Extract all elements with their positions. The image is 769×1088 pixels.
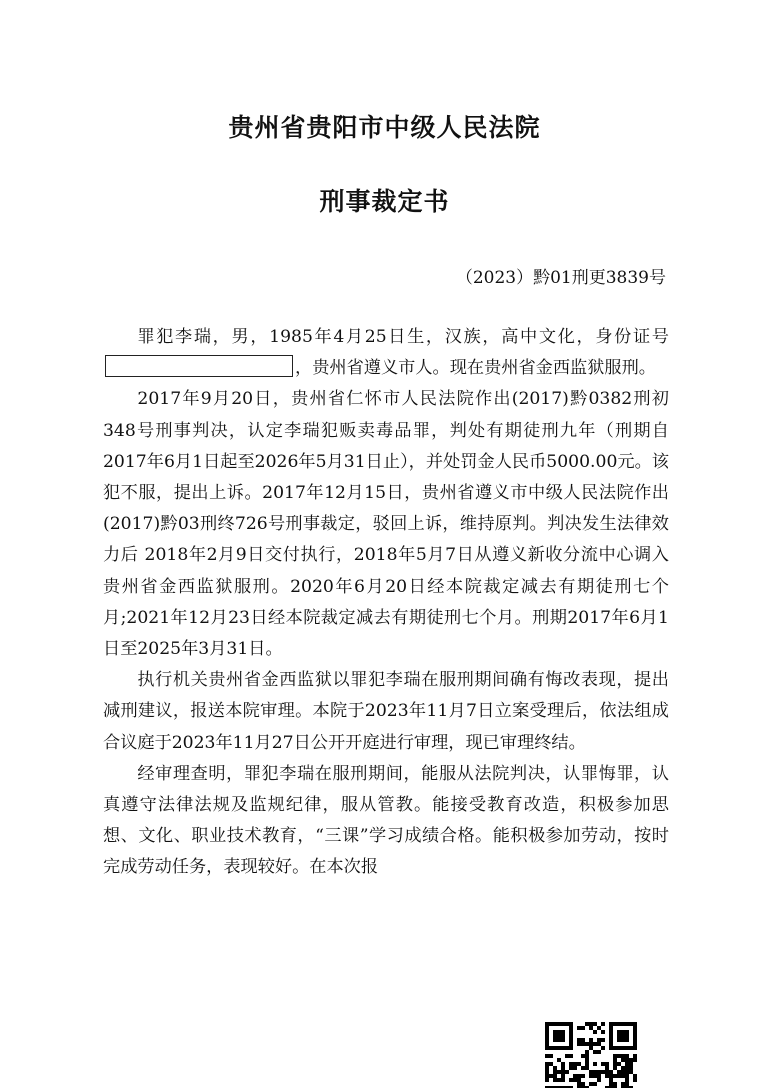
- document-body: [103, 322, 669, 884]
- document-type-title: 刑事裁定书: [319, 187, 450, 216]
- paragraph-defendant-info: [103, 322, 669, 384]
- redacted-id-number-box: [105, 355, 293, 377]
- court-name: 贵州省贵阳市中级人民法院: [228, 113, 541, 142]
- paragraph-case-history: 2017年9月20日，贵州省仁怀市人民法院作出(2017)黔0382刑初348号刑事判决，认定李瑞犯贩卖毒品罪，判处有期徒刑九年（刑期自2017年6月1日起至2026年5月31日止），并处罚金人民币5000.00元。该犯不服，提出上诉。2017年12月15日，贵州省遵义市中级人民法院作出(2017)黔03刑终726号刑事裁定，驳回上诉，维持原判。判决发生法律效力后 2018年2月9日交付执行，2018年5月7日从遵义新收分流中心调入贵州省金西监狱服刑。2020年6月20日经本院裁定减去有期徒刑七个月;2021年12月23日经本院裁定减去有期徒刑七个月。刑期2017年6月1日至2025年3月31日。: [103, 389, 669, 660]
- paragraph-commutation-proposal: 执行机关贵州省金西监狱以罪犯李瑞在服刑期间确有悔改表现，提出减刑建议，报送本院审理。本院于2023年11月7日立案受理后，依法组成合议庭于2023年11月27日公开开庭进行审理，现已审理终结。: [103, 670, 669, 753]
- case-number: （2023）黔01刑更3839号: [455, 268, 666, 288]
- qr-code-icon: [545, 1022, 637, 1088]
- defendant-info-text: 罪犯李瑞，男，1985年4月25日生，汉族，高中文化，身份证号: [137, 327, 669, 347]
- paragraph-findings: 经审理查明，罪犯李瑞在服刑期间，能服从法院判决，认罪悔罪，认真遵守法律法规及监规纪律，服从管教。能接受教育改造，积极参加思想、文化、职业技术教育，“三课”学习成绩合格。能积极参加劳动，按时完成劳动任务，表现较好。在本次报: [103, 763, 669, 878]
- defendant-residence-text: ，贵州省遵义市人。现在贵州省金西监狱服刑。: [295, 358, 656, 379]
